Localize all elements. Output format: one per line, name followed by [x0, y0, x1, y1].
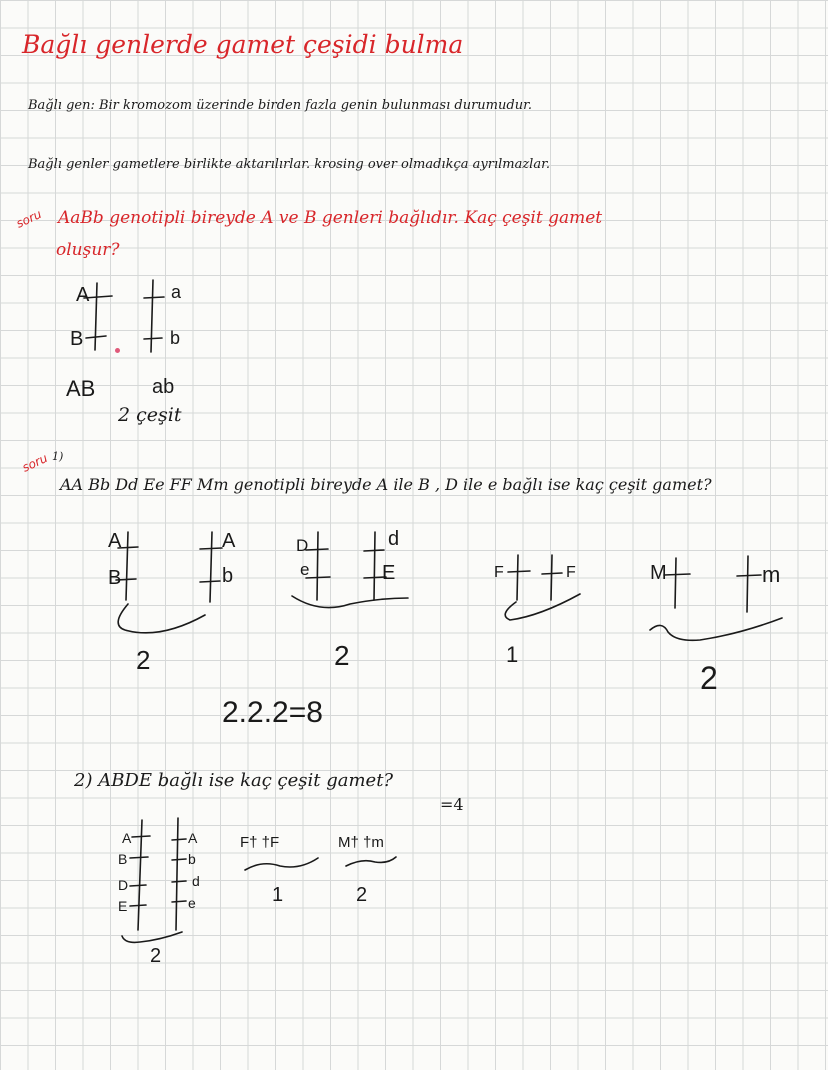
q2-g2-left-1: D: [296, 536, 309, 555]
q1-question-line2: oluşur?: [56, 240, 120, 260]
q1-gamete2: ab: [152, 376, 175, 398]
definition-text: Bağlı gen: Bir kromozom üzerinde birden fazla genin bulunması durumudur.: [28, 98, 532, 113]
q3-right-2: b: [188, 851, 196, 867]
q3-left-1: A: [122, 830, 132, 846]
q2-g3-count: 1: [506, 642, 519, 667]
note-text: Bağlı genler gametlere birlikte aktarılırlar. krosing over olmadıkça ayrılmazlar.: [28, 157, 551, 172]
q1-answer: 2 çeşit: [118, 404, 182, 426]
q3-f-pair: F† †F: [240, 834, 280, 851]
q2-result: 2.2.2=8: [222, 696, 323, 729]
q2-g1-left-1: A: [108, 530, 122, 552]
q3-left-4: E: [118, 898, 128, 914]
q2-g2-left-2: e: [300, 560, 310, 579]
q1-question-line1: AaBb genotipli bireyde A ve B genleri bağlıdır. Kaç çeşit gamet: [58, 208, 603, 228]
q3-count-2: 1: [272, 884, 284, 906]
q1-chrom1-top: A: [76, 284, 90, 306]
q2-number: 1): [52, 450, 64, 463]
q2-g3-left: F: [494, 564, 504, 581]
q2-g1-right-2: b: [222, 565, 234, 587]
q2-g4-left: M: [650, 562, 667, 584]
q3-m-pair: M† †m: [338, 834, 384, 851]
q2-g2-right-2: E: [382, 562, 396, 584]
q2-question: AA Bb Dd Ee FF Mm genotipli bireyde A ile B , D ile e bağlı ise kaç çeşit gamet?: [60, 475, 712, 494]
q2-g2-count: 2: [334, 640, 350, 671]
q3-count-1: 2: [150, 945, 162, 967]
q1-label: soru: [14, 206, 44, 231]
q2-g1-count: 2: [136, 645, 151, 675]
q2-g3-right: F: [566, 564, 576, 581]
q2-g1-left-2: B: [108, 567, 122, 589]
q1-chrom2-bottom: b: [170, 328, 181, 348]
q3-right-3: d: [192, 873, 200, 889]
q3-left-3: D: [118, 877, 129, 893]
q3-aside: =4: [440, 795, 464, 814]
q3-question: 2) ABDE bağlı ise kaç çeşit gamet?: [74, 770, 394, 791]
q2-g2-right-1: d: [388, 528, 400, 550]
page-title: Bağlı genlerde gamet çeşidi bulma: [22, 30, 464, 59]
q1-gamete1: AB: [66, 376, 96, 401]
q3-left-2: B: [118, 851, 128, 867]
q2-label: soru: [20, 450, 50, 475]
q1-chrom1-bottom: B: [70, 328, 84, 350]
q3-right-4: e: [188, 895, 196, 911]
q3-right-1: A: [188, 830, 198, 846]
q3-count-3: 2: [356, 884, 368, 906]
q2-g1-right-1: A: [222, 530, 236, 552]
q1-chrom2-top: a: [171, 282, 182, 302]
q2-g4-right: m: [762, 562, 781, 587]
q2-g4-count: 2: [700, 660, 718, 696]
